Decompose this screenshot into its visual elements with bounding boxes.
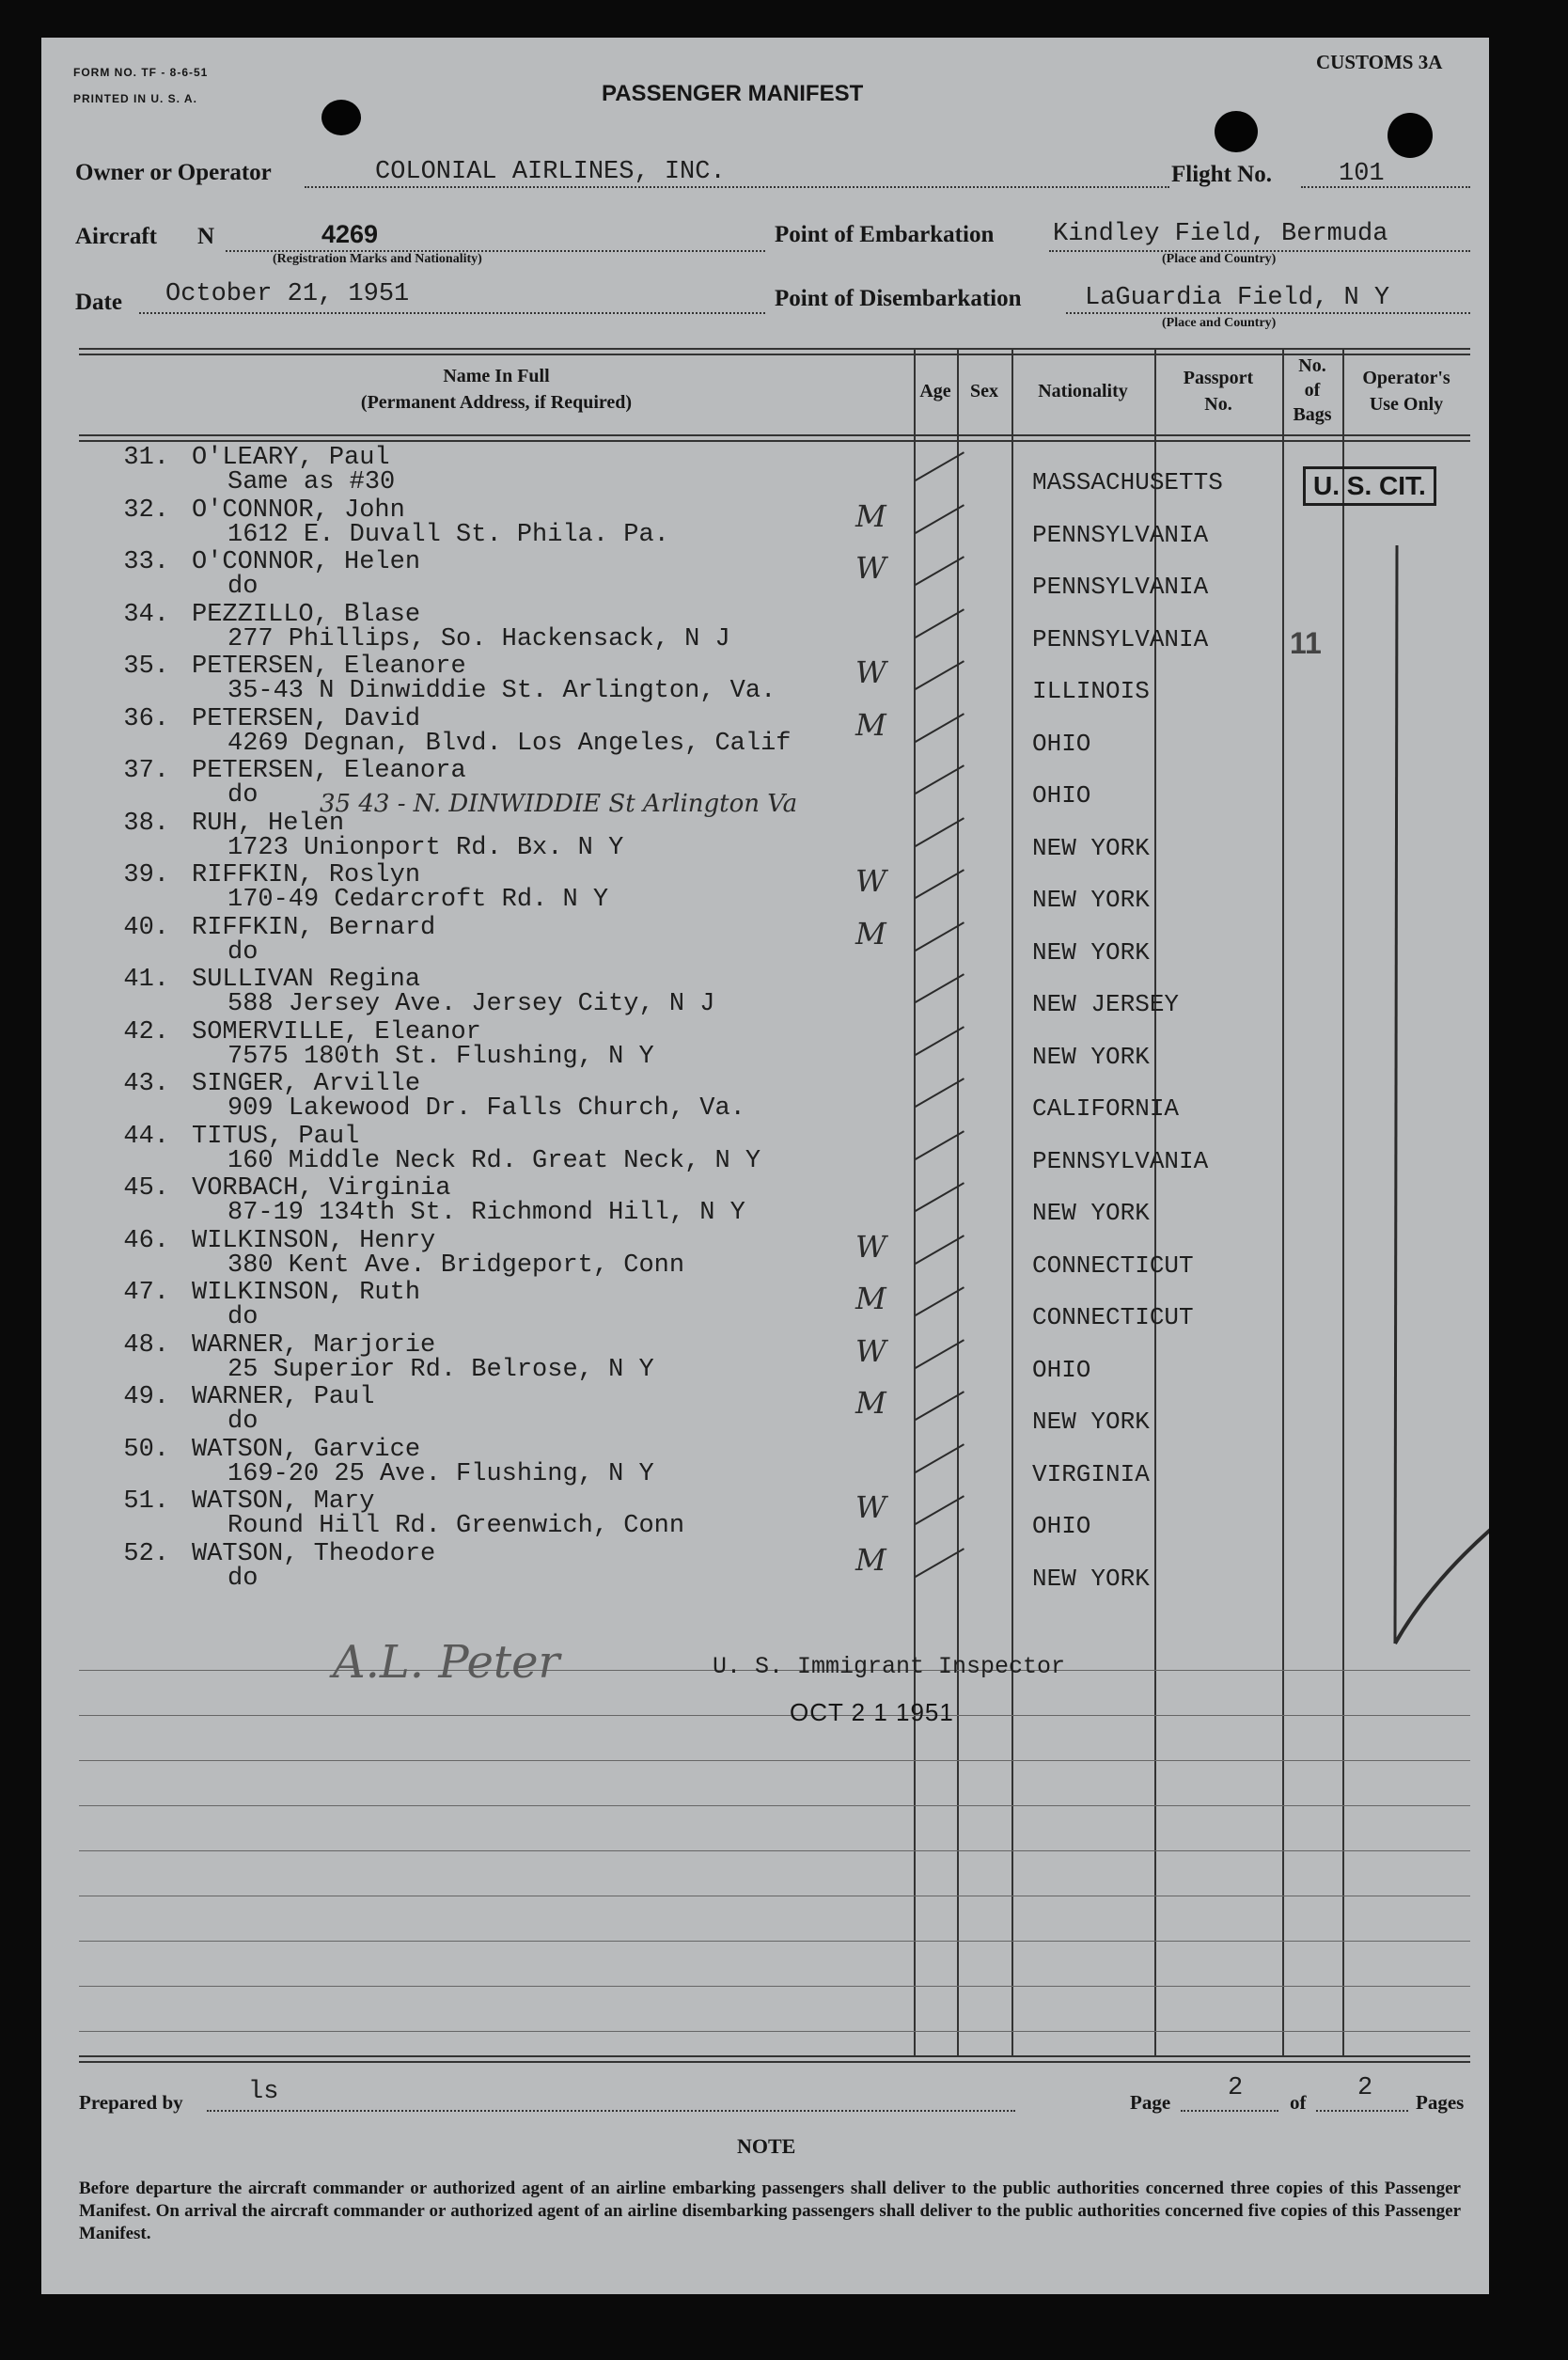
check-mark: [915, 608, 964, 638]
check-mark: [915, 1443, 964, 1473]
handwritten-mark: W: [855, 1333, 886, 1369]
check-mark: [915, 973, 964, 1003]
aircraft-value: 4269: [321, 220, 379, 248]
passenger-nationality: NEW YORK: [1032, 1199, 1150, 1227]
handwritten-mark: W: [855, 863, 886, 899]
check-mark: [915, 1078, 964, 1108]
handwritten-mark: W: [855, 550, 886, 586]
check-mark: [915, 1495, 964, 1525]
page-value: 2: [1228, 2074, 1244, 2102]
passenger-nationality: NEW YORK: [1032, 1043, 1150, 1071]
passenger-address: 4269 Degnan, Blvd. Los Angeles, Calif: [227, 730, 792, 758]
passenger-name: SINGER, Arville: [192, 1070, 421, 1098]
passenger-number: 45.: [123, 1174, 169, 1203]
embark-label: Point of Embarkation: [775, 222, 995, 247]
disembark-caption: (Place and Country): [1162, 316, 1277, 330]
passenger-address: 160 Middle Neck Rd. Great Neck, N Y: [227, 1147, 761, 1175]
of-label: of: [1290, 2091, 1307, 2114]
passenger-number: 46.: [123, 1227, 169, 1255]
check-mark: [915, 869, 964, 899]
page-label: Page: [1130, 2091, 1171, 2114]
passenger-address: do: [227, 1408, 259, 1436]
passenger-name: WILKINSON, Ruth: [192, 1279, 421, 1307]
flight-value: 101: [1339, 160, 1385, 188]
passenger-name: O'CONNOR, John: [192, 496, 405, 525]
embark-caption: (Place and Country): [1162, 252, 1277, 266]
col-header-passport: Passport No.: [1183, 368, 1254, 415]
handwritten-mark: M: [855, 1542, 886, 1578]
passenger-nationality: OHIO: [1032, 730, 1091, 758]
blank-row-rule: [79, 1805, 1470, 1806]
operator-check-mark: [1339, 508, 1489, 1683]
passenger-address: 25 Superior Rd. Belrose, N Y: [227, 1356, 654, 1384]
handwritten-mark: M: [855, 1281, 886, 1316]
passenger-nationality: OHIO: [1032, 1356, 1091, 1384]
passenger-address: do: [227, 781, 259, 810]
passenger-number: 31.: [123, 444, 169, 472]
prepared-dots: [207, 2110, 1015, 2112]
of-dots: [1316, 2110, 1408, 2112]
passenger-number: 32.: [123, 496, 169, 525]
col-header-name: Name In Full (Permanent Address, if Required): [360, 366, 633, 413]
passenger-nationality: PENNSYLVANIA: [1032, 573, 1209, 601]
passenger-nationality: NEW YORK: [1032, 938, 1150, 967]
passenger-name: VORBACH, Virginia: [192, 1174, 451, 1203]
passenger-address: 1723 Unionport Rd. Bx. N Y: [227, 834, 624, 862]
disembark-label: Point of Disembarkation: [775, 286, 1022, 311]
check-mark: [915, 504, 964, 534]
embark-value: Kindley Field, Bermuda: [1053, 220, 1388, 248]
printed-in: PRINTED IN U. S. A.: [73, 92, 197, 105]
passenger-nationality: ILLINOIS: [1032, 677, 1150, 705]
handwritten-mark: W: [855, 1229, 886, 1265]
passenger-nationality: PENNSYLVANIA: [1032, 625, 1209, 653]
form-number: FORM NO. TF - 8-6-51: [73, 66, 209, 79]
inspector-signature: A.L. Peter: [333, 1636, 560, 1689]
blank-row-rule: [79, 1715, 1470, 1716]
passenger-nationality: NEW YORK: [1032, 1565, 1150, 1593]
passenger-nationality: PENNSYLVANIA: [1032, 1147, 1209, 1175]
passenger-name: WATSON, Mary: [192, 1487, 375, 1516]
table-bottom-rule: [79, 2055, 1470, 2057]
col-header-bags: No. of Bags: [1293, 355, 1332, 425]
blank-row-rule: [79, 1941, 1470, 1942]
passenger-number: 41.: [123, 966, 169, 994]
passenger-name: TITUS, Paul: [192, 1123, 360, 1151]
passenger-nationality: NEW YORK: [1032, 834, 1150, 862]
passenger-name: WILKINSON, Henry: [192, 1227, 436, 1255]
passenger-number: 52.: [123, 1540, 169, 1568]
inspector-label: U. S. Immigrant Inspector: [713, 1653, 1066, 1680]
col-header-operator: Operator's Use Only: [1362, 368, 1450, 415]
passenger-nationality: NEW YORK: [1032, 886, 1150, 914]
passenger-number: 47.: [123, 1279, 169, 1307]
passenger-name: PETERSEN, Eleanore: [192, 653, 466, 681]
col-header-age: Age: [919, 381, 951, 401]
passenger-nationality: MASSACHUSETTS: [1032, 468, 1223, 496]
col-header-sex: Sex: [970, 381, 998, 401]
check-mark: [915, 1339, 964, 1369]
check-mark: [915, 1286, 964, 1316]
owner-value: COLONIAL AIRLINES, INC.: [375, 158, 726, 186]
check-mark: [915, 1391, 964, 1421]
passenger-nationality: CALIFORNIA: [1032, 1094, 1180, 1123]
passenger-name: PETERSEN, Eleanora: [192, 757, 466, 785]
check-mark: [915, 451, 964, 481]
passenger-nationality: VIRGINIA: [1032, 1460, 1150, 1488]
passenger-name: WARNER, Paul: [192, 1383, 375, 1411]
passenger-name: RUH, Helen: [192, 810, 345, 838]
passenger-number: 33.: [123, 548, 169, 576]
passenger-address: 909 Lakewood Dr. Falls Church, Va.: [227, 1094, 745, 1123]
owner-label: Owner or Operator: [75, 160, 272, 185]
passenger-address: do: [227, 1303, 259, 1331]
check-mark: [915, 1182, 964, 1212]
disembark-value: LaGuardia Field, N Y: [1085, 284, 1390, 312]
passenger-address: Same as #30: [227, 468, 396, 496]
check-mark: [915, 764, 964, 795]
handwritten-mark: W: [855, 654, 886, 690]
passenger-number: 40.: [123, 914, 169, 942]
handwritten-mark: M: [855, 1385, 886, 1421]
check-mark: [915, 1548, 964, 1578]
check-mark: [915, 817, 964, 847]
passenger-number: 44.: [123, 1123, 169, 1151]
blank-row-rule: [79, 2031, 1470, 2032]
passenger-name: WATSON, Theodore: [192, 1540, 436, 1568]
check-mark: [915, 1026, 964, 1056]
passenger-address: 277 Phillips, So. Hackensack, N J: [227, 625, 730, 653]
passenger-address: 588 Jersey Ave. Jersey City, N J: [227, 990, 715, 1018]
passenger-name: O'CONNOR, Helen: [192, 548, 421, 576]
passenger-address: 7575 180th St. Flushing, N Y: [227, 1043, 654, 1071]
passenger-number: 34.: [123, 601, 169, 629]
passenger-address: do: [227, 1565, 259, 1593]
passenger-number: 50.: [123, 1436, 169, 1464]
aircraft-caption: (Registration Marks and Nationality): [273, 252, 482, 266]
passenger-list: [41, 38, 1489, 2294]
blank-row-rule: [79, 1760, 1470, 1761]
check-mark: [915, 1130, 964, 1160]
passenger-address: 87-19 134th St. Richmond Hill, N Y: [227, 1199, 745, 1227]
passenger-number: 38.: [123, 810, 169, 838]
table-bottom-rule-2: [79, 2061, 1470, 2063]
passenger-number: 35.: [123, 653, 169, 681]
passenger-name: WARNER, Marjorie: [192, 1331, 436, 1360]
passenger-name: PEZZILLO, Blase: [192, 601, 421, 629]
passenger-name: RIFFKIN, Bernard: [192, 914, 436, 942]
us-citizen-stamp: U. S. CIT.: [1303, 466, 1436, 506]
passenger-nationality: PENNSYLVANIA: [1032, 521, 1209, 549]
prepared-label: Prepared by: [79, 2091, 183, 2114]
blank-row-rule: [79, 1850, 1470, 1851]
passenger-number: 43.: [123, 1070, 169, 1098]
passenger-name: PETERSEN, David: [192, 705, 421, 733]
handwritten-address-37: 35 43 - N. DINWIDDIE St Arlington Va: [320, 790, 798, 818]
passenger-address: Round Hill Rd. Greenwich, Conn: [227, 1512, 685, 1540]
prepared-value: ls: [248, 2078, 279, 2106]
check-mark: [915, 1235, 964, 1265]
check-mark: [915, 556, 964, 586]
passenger-nationality: NEW JERSEY: [1032, 990, 1180, 1018]
passenger-address: 35-43 N Dinwiddie St. Arlington, Va.: [227, 677, 776, 705]
passenger-name: O'LEARY, Paul: [192, 444, 390, 472]
note-text: Before departure the aircraft commander or authorized agent of an airline embarking passengers shall deliver to the public authorities concerned three copies of this Passenger Manifest. On arrival the aircraft commander or authorized agent of an airline disembarking passengers shall deliver to the public authorities concerned five copies of this Passenger Manifest.: [79, 2179, 1461, 2243]
bags-mark: 11: [1290, 626, 1322, 660]
passenger-address: 1612 E. Duvall St. Phila. Pa.: [227, 521, 669, 549]
passenger-number: 48.: [123, 1331, 169, 1360]
check-mark: [915, 713, 964, 743]
page-title: PASSENGER MANIFEST: [602, 81, 864, 106]
passenger-number: 51.: [123, 1487, 169, 1516]
passenger-nationality: NEW YORK: [1032, 1408, 1150, 1436]
passenger-address: do: [227, 938, 259, 967]
aircraft-prefix: N: [197, 224, 215, 249]
check-mark: [915, 921, 964, 952]
handwritten-mark: W: [855, 1489, 886, 1525]
passenger-number: 39.: [123, 861, 169, 889]
date-label: Date: [75, 290, 122, 315]
passenger-address: 170-49 Cedarcroft Rd. N Y: [227, 886, 609, 914]
handwritten-mark: M: [855, 707, 886, 743]
aircraft-label: Aircraft: [75, 224, 157, 249]
passenger-number: 36.: [123, 705, 169, 733]
passenger-address: do: [227, 573, 259, 601]
page-dots: [1181, 2110, 1278, 2112]
of-value: 2: [1357, 2074, 1373, 2102]
inspection-date-stamp: OCT 2 1 1951: [790, 1698, 954, 1726]
passenger-name: WATSON, Garvice: [192, 1436, 421, 1464]
blank-row-rule: [79, 1986, 1470, 1987]
passenger-name: RIFFKIN, Roslyn: [192, 861, 421, 889]
pages-label: Pages: [1416, 2091, 1465, 2114]
col-header-nationality: Nationality: [1038, 381, 1128, 401]
passenger-nationality: OHIO: [1032, 781, 1091, 810]
passenger-nationality: OHIO: [1032, 1512, 1091, 1540]
passenger-number: 42.: [123, 1018, 169, 1046]
check-mark: [915, 660, 964, 690]
passenger-nationality: CONNECTICUT: [1032, 1251, 1194, 1280]
manifest-sheet: [41, 38, 1489, 2294]
passenger-name: SOMERVILLE, Eleanor: [192, 1018, 481, 1046]
passenger-address: 169-20 25 Ave. Flushing, N Y: [227, 1460, 654, 1488]
passenger-number: 37.: [123, 757, 169, 785]
passenger-name: SULLIVAN Regina: [192, 966, 421, 994]
passenger-number: 49.: [123, 1383, 169, 1411]
note-title: NOTE: [737, 2134, 796, 2158]
handwritten-mark: M: [855, 916, 886, 952]
passenger-address: 380 Kent Ave. Bridgeport, Conn: [227, 1251, 685, 1280]
date-value: October 21, 1951: [165, 280, 410, 308]
customs-label: CUSTOMS 3A: [1316, 51, 1443, 73]
passenger-nationality: CONNECTICUT: [1032, 1303, 1194, 1331]
flight-label: Flight No.: [1171, 162, 1272, 187]
handwritten-mark: M: [855, 498, 886, 534]
